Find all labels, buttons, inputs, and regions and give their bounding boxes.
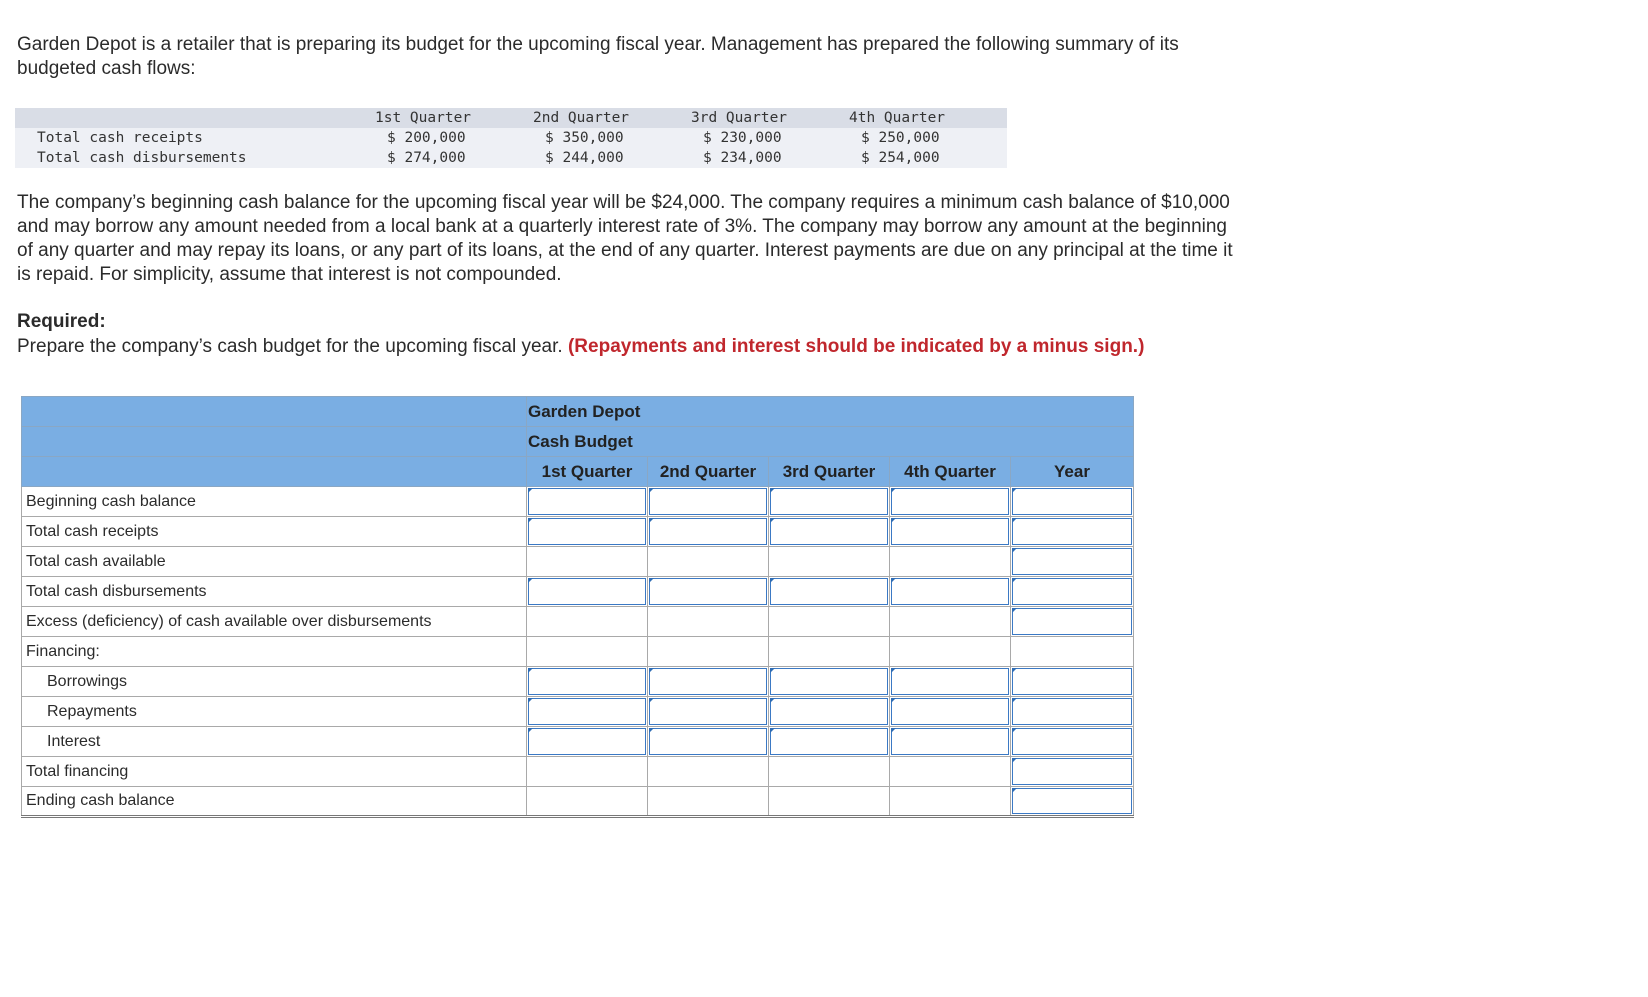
input-total-cash-receipts-q2[interactable]: [651, 520, 767, 543]
input-total-cash-disbursements-q3[interactable]: [772, 580, 888, 603]
input-interest-q2[interactable]: [651, 730, 767, 753]
cell-interest-q4[interactable]: [890, 727, 1011, 757]
input-repayments-q1[interactable]: [530, 700, 646, 723]
budget-row-total-cash-available: [22, 547, 1134, 577]
problem-paragraph: The company’s beginning cash balance for the upcoming fiscal year will be $24,000. The company requires a minimum cash balance of $10,000 and may borrow any amount needed from a local bank at a quarterly interest rate of 3%. The company may borrow any amount at the beginning of any quarter and may repay its loans, or any part of its loans, at the end of any quarter. Interest payments are due on any principal at the time it is repaid. For simplicity, assume that interest is not compounded.: [17, 192, 1233, 285]
cell-financing-heading-q4: [890, 637, 1011, 667]
budget-row-excess-deficiency: [22, 607, 1134, 637]
row-label-beginning-cash-balance: Beginning cash balance: [22, 487, 527, 517]
cell-excess-deficiency-q3: [769, 607, 890, 637]
cell-ending-cash-balance-q1: [527, 787, 648, 817]
budget-columns-row: [22, 457, 1134, 487]
budget-row-borrowings: [22, 667, 1134, 697]
summary-row-disbursements: [15, 148, 1007, 168]
cell-total-cash-available-year[interactable]: [1011, 547, 1134, 577]
input-total-cash-receipts-q4[interactable]: [893, 520, 1009, 543]
budget-row-repayments: [22, 697, 1134, 727]
row-label-borrowings: Borrowings: [22, 667, 527, 697]
cell-financing-heading-q1: [527, 637, 648, 667]
cell-total-cash-disbursements-q3[interactable]: [769, 577, 890, 607]
budget-row-interest: [22, 727, 1134, 757]
input-interest-year[interactable]: [1014, 730, 1132, 753]
input-beginning-cash-balance-q3[interactable]: [772, 490, 888, 513]
input-ending-cash-balance-year[interactable]: [1014, 790, 1132, 812]
cell-total-cash-receipts-q3[interactable]: [769, 517, 890, 547]
cell-total-cash-available-q3: [769, 547, 890, 577]
budget-row-ending-cash-balance: [22, 787, 1134, 817]
cell-interest-q1[interactable]: [527, 727, 648, 757]
cell-beginning-cash-balance-q1[interactable]: [527, 487, 648, 517]
summary-value: $ 254,000: [861, 150, 940, 166]
required-instruction: Prepare the company’s cash budget for the upcoming fiscal year.: [17, 336, 568, 357]
input-repayments-q4[interactable]: [893, 700, 1009, 723]
row-label-repayments: Repayments: [22, 697, 527, 727]
column-header-q4: 4th Quarter: [890, 457, 1011, 487]
input-total-cash-disbursements-q1[interactable]: [530, 580, 646, 603]
summary-row-label: Total cash disbursements: [37, 150, 247, 166]
row-label-interest: Interest: [22, 727, 527, 757]
budget-row-financing-heading: [22, 637, 1134, 667]
cell-total-cash-receipts-q4[interactable]: [890, 517, 1011, 547]
budget-company-row: [22, 397, 1134, 427]
cell-total-financing-q4: [890, 757, 1011, 787]
input-beginning-cash-balance-year[interactable]: [1014, 490, 1132, 513]
cell-total-financing-q2: [648, 757, 769, 787]
input-total-cash-disbursements-year[interactable]: [1014, 580, 1132, 603]
summary-value: $ 200,000: [387, 130, 466, 146]
cell-financing-heading-q2: [648, 637, 769, 667]
summary-header: 2nd Quarter: [533, 110, 630, 126]
cell-repayments-q1[interactable]: [527, 697, 648, 727]
cash-budget-table: [21, 396, 1134, 818]
input-interest-q3[interactable]: [772, 730, 888, 753]
cell-borrowings-q3[interactable]: [769, 667, 890, 697]
input-borrowings-year[interactable]: [1014, 670, 1132, 693]
input-total-cash-receipts-q3[interactable]: [772, 520, 888, 543]
cell-beginning-cash-balance-q2[interactable]: [648, 487, 769, 517]
input-beginning-cash-balance-q1[interactable]: [530, 490, 646, 513]
required-title: Required:: [17, 311, 106, 332]
budget-row-total-cash-disbursements: [22, 577, 1134, 607]
cell-total-cash-disbursements-q4[interactable]: [890, 577, 1011, 607]
summary-value: $ 350,000: [545, 130, 624, 146]
cell-interest-q2[interactable]: [648, 727, 769, 757]
summary-header-row: [15, 108, 1007, 128]
budget-title-row: [22, 427, 1134, 457]
cell-interest-q3[interactable]: [769, 727, 890, 757]
cell-total-cash-available-q4: [890, 547, 1011, 577]
input-total-cash-receipts-q1[interactable]: [530, 520, 646, 543]
cell-borrowings-year[interactable]: [1011, 667, 1134, 697]
column-header-q1: 1st Quarter: [527, 457, 648, 487]
budget-row-total-financing: [22, 757, 1134, 787]
budget-company-name: Garden Depot: [527, 397, 1134, 427]
cell-borrowings-q2[interactable]: [648, 667, 769, 697]
input-repayments-year[interactable]: [1014, 700, 1132, 723]
row-label-total-cash-receipts: Total cash receipts: [22, 517, 527, 547]
row-label-ending-cash-balance: Ending cash balance: [22, 787, 527, 817]
input-total-financing-year[interactable]: [1014, 760, 1132, 783]
cell-repayments-q2[interactable]: [648, 697, 769, 727]
input-borrowings-q1[interactable]: [530, 670, 646, 693]
summary-header: 1st Quarter: [375, 110, 472, 126]
cell-repayments-year[interactable]: [1011, 697, 1134, 727]
cell-total-cash-disbursements-year[interactable]: [1011, 577, 1134, 607]
input-repayments-q3[interactable]: [772, 700, 888, 723]
input-total-cash-receipts-year[interactable]: [1014, 520, 1132, 543]
required-text: [17, 336, 1144, 358]
cell-total-cash-available-q2: [648, 547, 769, 577]
required-highlight: (Repayments and interest should be indicated by a minus sign.): [567, 336, 1145, 357]
input-borrowings-q4[interactable]: [893, 670, 1009, 693]
cell-total-cash-disbursements-q2[interactable]: [648, 577, 769, 607]
summary-value: $ 244,000: [545, 150, 624, 166]
summary-row-receipts: [15, 128, 1007, 148]
cell-total-financing-q3: [769, 757, 890, 787]
summary-value: $ 250,000: [861, 130, 940, 146]
summary-header: 4th Quarter: [849, 110, 946, 126]
cell-total-financing-q1: [527, 757, 648, 787]
input-borrowings-q3[interactable]: [772, 670, 888, 693]
cell-beginning-cash-balance-year[interactable]: [1011, 487, 1134, 517]
column-header-q3: 3rd Quarter: [769, 457, 890, 487]
cell-beginning-cash-balance-q3[interactable]: [769, 487, 890, 517]
cell-total-financing-year[interactable]: [1011, 757, 1134, 787]
cell-repayments-q3[interactable]: [769, 697, 890, 727]
intro-text: Garden Depot is a retailer that is preparing its budget for the upcoming fiscal year. Management has prepared the following summary of its budgeted cash flows:: [17, 34, 1179, 79]
cell-repayments-q4[interactable]: [890, 697, 1011, 727]
cell-excess-deficiency-year[interactable]: [1011, 607, 1134, 637]
summary-value: $ 274,000: [387, 150, 466, 166]
row-label-total-cash-available: Total cash available: [22, 547, 527, 577]
row-label-excess-deficiency: Excess (deficiency) of cash available over disbursements: [22, 607, 527, 637]
row-label-financing-heading: Financing:: [22, 637, 527, 667]
input-total-cash-disbursements-q2[interactable]: [651, 580, 767, 603]
cell-beginning-cash-balance-q4[interactable]: [890, 487, 1011, 517]
input-excess-deficiency-year[interactable]: [1014, 610, 1132, 633]
cell-ending-cash-balance-q3: [769, 787, 890, 817]
row-label-total-financing: Total financing: [22, 757, 527, 787]
cell-total-cash-receipts-q2[interactable]: [648, 517, 769, 547]
input-interest-q1[interactable]: [530, 730, 646, 753]
budget-row-total-cash-receipts: [22, 517, 1134, 547]
summary-value: $ 234,000: [703, 150, 782, 166]
budget-row-beginning-cash-balance: [22, 487, 1134, 517]
budget-title: Cash Budget: [527, 427, 1134, 457]
cell-borrowings-q1[interactable]: [527, 667, 648, 697]
input-total-cash-disbursements-q4[interactable]: [893, 580, 1009, 603]
cell-excess-deficiency-q1: [527, 607, 648, 637]
row-label-total-cash-disbursements: Total cash disbursements: [22, 577, 527, 607]
summary-cash-flows-table: [15, 108, 1007, 168]
summary-value: $ 230,000: [703, 130, 782, 146]
cell-financing-heading-year: [1011, 637, 1134, 667]
cell-total-cash-receipts-year[interactable]: [1011, 517, 1134, 547]
cell-total-cash-disbursements-q1[interactable]: [527, 577, 648, 607]
cell-ending-cash-balance-q2: [648, 787, 769, 817]
cell-financing-heading-q3: [769, 637, 890, 667]
input-borrowings-q2[interactable]: [651, 670, 767, 693]
cell-total-cash-receipts-q1[interactable]: [527, 517, 648, 547]
cell-excess-deficiency-q4: [890, 607, 1011, 637]
input-beginning-cash-balance-q4[interactable]: [893, 490, 1009, 513]
cell-interest-year[interactable]: [1011, 727, 1134, 757]
cell-total-cash-available-q1: [527, 547, 648, 577]
cell-ending-cash-balance-year[interactable]: [1011, 787, 1134, 817]
cell-ending-cash-balance-q4: [890, 787, 1011, 817]
summary-row-label: Total cash receipts: [37, 130, 203, 146]
summary-header: 3rd Quarter: [691, 110, 788, 126]
cell-borrowings-q4[interactable]: [890, 667, 1011, 697]
cell-excess-deficiency-q2: [648, 607, 769, 637]
column-header-year: Year: [1011, 457, 1134, 487]
input-interest-q4[interactable]: [893, 730, 1009, 753]
input-total-cash-available-year[interactable]: [1014, 550, 1132, 573]
column-header-q2: 2nd Quarter: [648, 457, 769, 487]
input-repayments-q2[interactable]: [651, 700, 767, 723]
input-beginning-cash-balance-q2[interactable]: [651, 490, 767, 513]
